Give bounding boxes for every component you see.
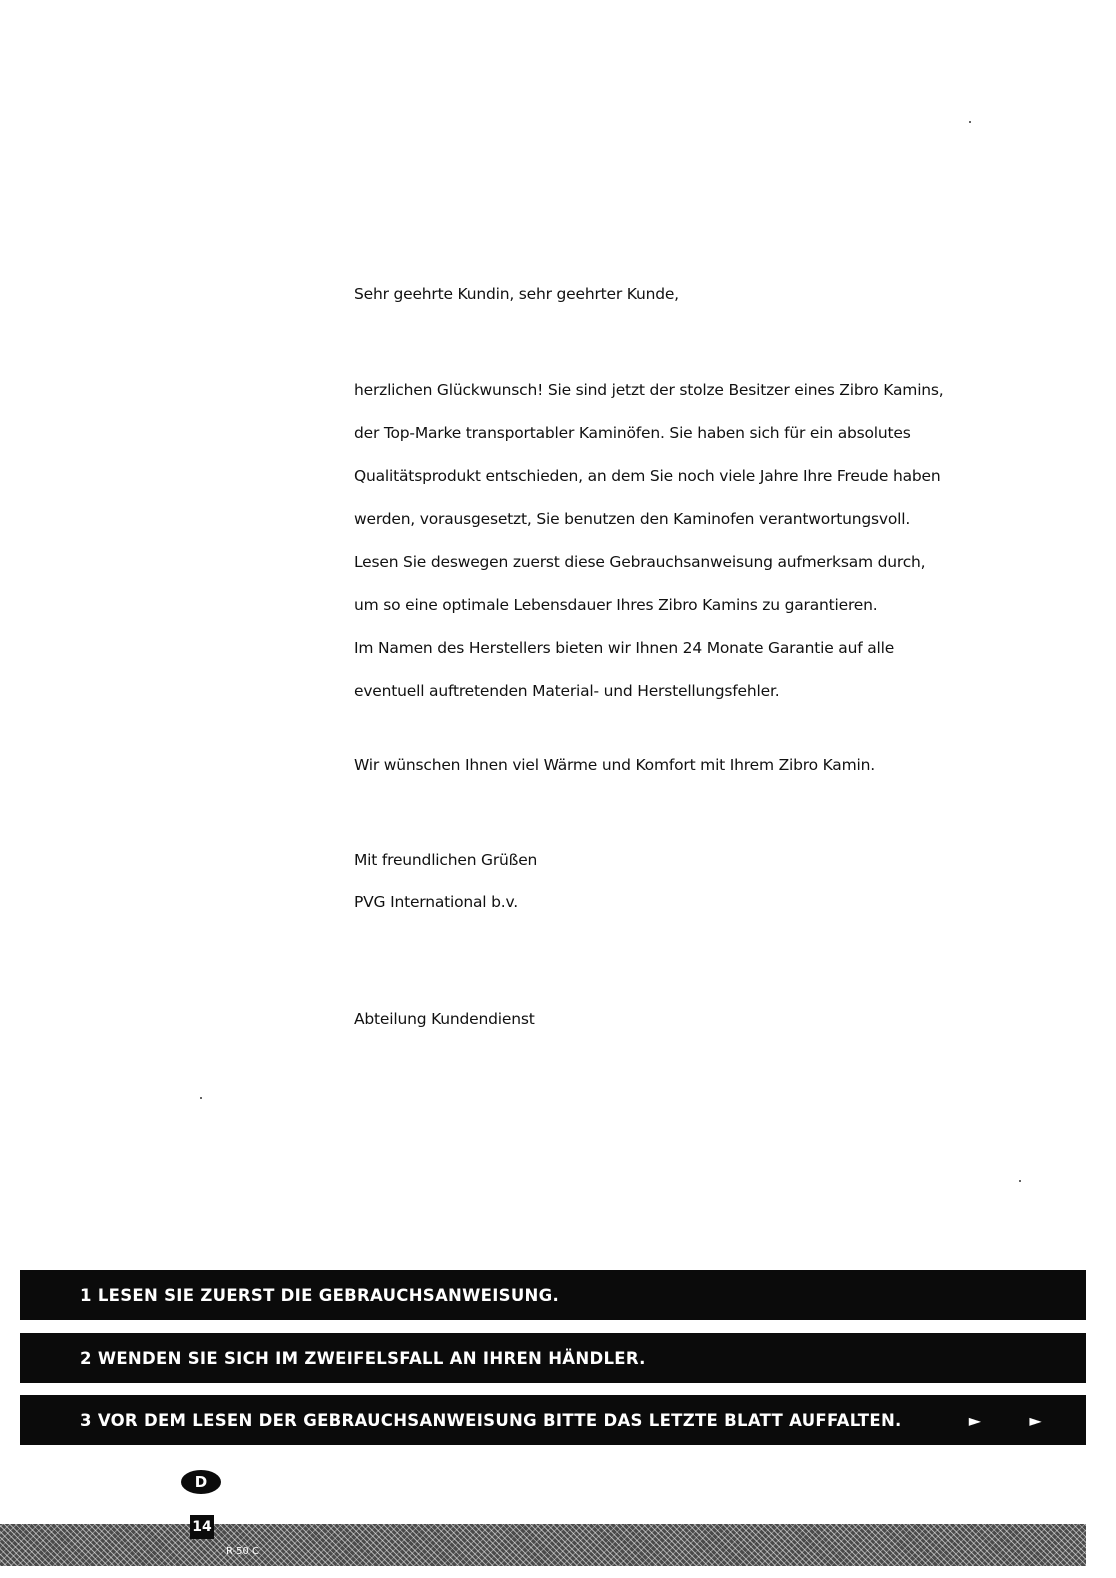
notice-label: 3 VOR DEM LESEN DER GEBRAUCHSANWEISUNG BITTE DAS LETZTE BLATT AUFFALTEN.	[80, 1410, 902, 1430]
letter-department: Abteilung Kundendienst	[354, 1010, 535, 1028]
model-code: R-50 C	[226, 1546, 260, 1557]
arrow-group	[969, 1395, 1042, 1445]
letter-body-line: herzlichen Glückwunsch! Sie sind jetzt der stolze Besitzer eines Zibro Kamins,	[354, 381, 944, 399]
letter-body-line: Lesen Sie deswegen zuerst diese Gebrauchsanweisung aufmerksam durch,	[354, 553, 926, 571]
letter	[354, 282, 1034, 1047]
language-badge: D	[181, 1470, 221, 1494]
letter-body-line: der Top-Marke transportabler Kaminöfen. Sie haben sich für ein absolutes	[354, 424, 911, 442]
letter-body	[354, 369, 1034, 713]
letter-body-line: um so eine optimale Lebensdauer Ihres Zibro Kamins zu garantieren.	[354, 596, 878, 614]
right-arrow-icon: ►	[968, 1410, 982, 1430]
scan-speck	[200, 1097, 202, 1099]
letter-body-line: Im Namen des Herstellers bieten wir Ihnen 24 Monate Garantie auf alle	[354, 639, 895, 657]
letter-body-line: eventuell auftretenden Material- und Herstellungsfehler.	[354, 682, 780, 700]
notice-label: 1 LESEN SIE ZUERST DIE GEBRAUCHSANWEISUNG.	[80, 1285, 560, 1305]
letter-company: PVG International b.v.	[354, 893, 519, 911]
letter-body-line: Qualitätsprodukt entschieden, an dem Sie noch viele Jahre Ihre Freude haben	[354, 467, 941, 485]
notice-label: 2 WENDEN SIE SICH IM ZWEIFELSFALL AN IHREN HÄNDLER.	[80, 1348, 646, 1368]
letter-signoff	[354, 839, 1034, 923]
page-number: 14	[190, 1515, 214, 1539]
scan-speck	[969, 121, 971, 123]
right-arrow-icon: ►	[1029, 1410, 1042, 1430]
scan-speck	[1019, 1180, 1021, 1182]
letter-closing: Wir wünschen Ihnen viel Wärme und Komfort mit Ihrem Zibro Kamin.	[354, 756, 875, 774]
notice-bar-contact-dealer	[20, 1333, 1086, 1383]
notice-bar-unfold-last-page	[20, 1395, 1086, 1445]
letter-body-line: werden, vorausgesetzt, Sie benutzen den Kaminofen verantwortungsvoll.	[354, 510, 911, 528]
footer-strip	[0, 1524, 1086, 1566]
letter-salutation: Sehr geehrte Kundin, sehr geehrter Kunde,	[354, 285, 679, 303]
notice-bar-read-manual	[20, 1270, 1086, 1320]
letter-regards: Mit freundlichen Grüßen	[354, 851, 538, 869]
